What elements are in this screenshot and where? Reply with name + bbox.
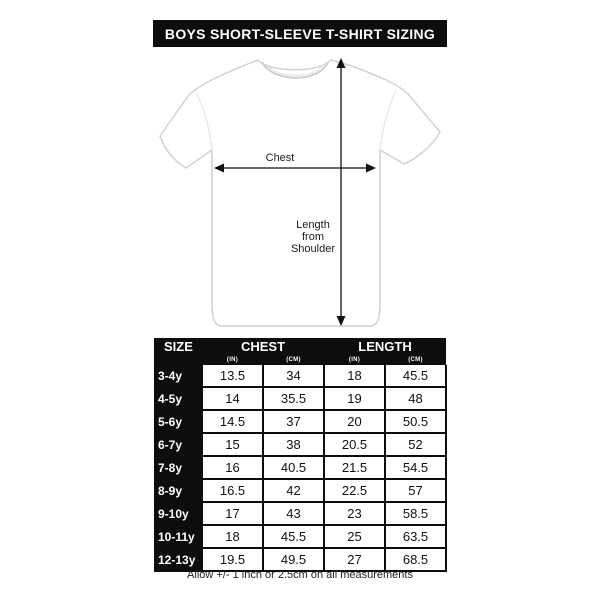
chest-cm-cell: 43 bbox=[263, 502, 324, 525]
chest-in-cell: 16.5 bbox=[202, 479, 263, 502]
size-cell: 3-4y bbox=[154, 365, 202, 387]
chest-cm-unit: (CM) bbox=[263, 355, 324, 365]
size-cell: 8-9y bbox=[154, 479, 202, 502]
table-row bbox=[154, 525, 446, 548]
measurement-footnote: Allow +/- 1 inch or 2.5cm on all measurements bbox=[187, 569, 413, 581]
chest-cm-cell: 37 bbox=[263, 410, 324, 433]
table-row bbox=[154, 502, 446, 525]
table-row bbox=[154, 410, 446, 433]
length-cm-cell: 52 bbox=[385, 433, 446, 456]
size-cell: 10-11y bbox=[154, 525, 202, 548]
table-row bbox=[154, 548, 446, 571]
length-cm-cell: 54.5 bbox=[385, 456, 446, 479]
length-cm-cell: 68.5 bbox=[385, 548, 446, 571]
length-in-cell: 27 bbox=[324, 548, 385, 571]
chest-in-cell: 17 bbox=[202, 502, 263, 525]
length-label-line-2: from bbox=[302, 231, 324, 243]
size-table bbox=[154, 338, 447, 572]
size-cell: 4-5y bbox=[154, 387, 202, 410]
table-row bbox=[154, 456, 446, 479]
table-row bbox=[154, 479, 446, 502]
length-cm-cell: 45.5 bbox=[385, 365, 446, 387]
chest-column-header: CHEST bbox=[202, 338, 324, 355]
chest-cm-cell: 35.5 bbox=[263, 387, 324, 410]
chest-in-cell: 14 bbox=[202, 387, 263, 410]
length-in-cell: 23 bbox=[324, 502, 385, 525]
length-column-header: LENGTH bbox=[324, 338, 446, 355]
length-cm-cell: 57 bbox=[385, 479, 446, 502]
length-in-cell: 25 bbox=[324, 525, 385, 548]
length-cm-cell: 50.5 bbox=[385, 410, 446, 433]
length-cm-unit: (CM) bbox=[385, 355, 446, 365]
tshirt-shape bbox=[160, 60, 440, 326]
chest-cm-cell: 49.5 bbox=[263, 548, 324, 571]
chest-in-cell: 13.5 bbox=[202, 365, 263, 387]
size-cell: 9-10y bbox=[154, 502, 202, 525]
length-in-cell: 20.5 bbox=[324, 433, 385, 456]
chest-cm-cell: 40.5 bbox=[263, 456, 324, 479]
length-cm-cell: 63.5 bbox=[385, 525, 446, 548]
chest-cm-cell: 45.5 bbox=[263, 525, 324, 548]
chest-in-cell: 16 bbox=[202, 456, 263, 479]
chest-in-unit: (IN) bbox=[202, 355, 263, 365]
length-in-cell: 21.5 bbox=[324, 456, 385, 479]
length-in-unit: (IN) bbox=[324, 355, 385, 365]
chest-in-cell: 18 bbox=[202, 525, 263, 548]
size-cell: 5-6y bbox=[154, 410, 202, 433]
chest-label: Chest bbox=[265, 152, 295, 164]
chest-in-cell: 19.5 bbox=[202, 548, 263, 571]
length-in-cell: 18 bbox=[324, 365, 385, 387]
length-label-line-3: Shoulder bbox=[290, 243, 336, 255]
length-in-cell: 19 bbox=[324, 387, 385, 410]
chest-in-cell: 14.5 bbox=[202, 410, 263, 433]
size-cell: 6-7y bbox=[154, 433, 202, 456]
length-in-cell: 20 bbox=[324, 410, 385, 433]
length-label-line-1: Length bbox=[296, 219, 330, 231]
tshirt-illustration bbox=[0, 48, 600, 338]
chest-cm-cell: 34 bbox=[263, 365, 324, 387]
size-cell: 7-8y bbox=[154, 456, 202, 479]
size-cell: 12-13y bbox=[154, 548, 202, 571]
size-column-header: SIZE bbox=[154, 338, 202, 365]
length-label bbox=[282, 219, 344, 255]
chart-title: BOYS SHORT-SLEEVE T-SHIRT SIZING bbox=[153, 20, 447, 47]
table-row bbox=[154, 365, 446, 387]
length-in-cell: 22.5 bbox=[324, 479, 385, 502]
chest-cm-cell: 38 bbox=[263, 433, 324, 456]
length-cm-cell: 48 bbox=[385, 387, 446, 410]
table-row bbox=[154, 433, 446, 456]
chest-in-cell: 15 bbox=[202, 433, 263, 456]
table-row bbox=[154, 387, 446, 410]
chest-cm-cell: 42 bbox=[263, 479, 324, 502]
length-cm-cell: 58.5 bbox=[385, 502, 446, 525]
